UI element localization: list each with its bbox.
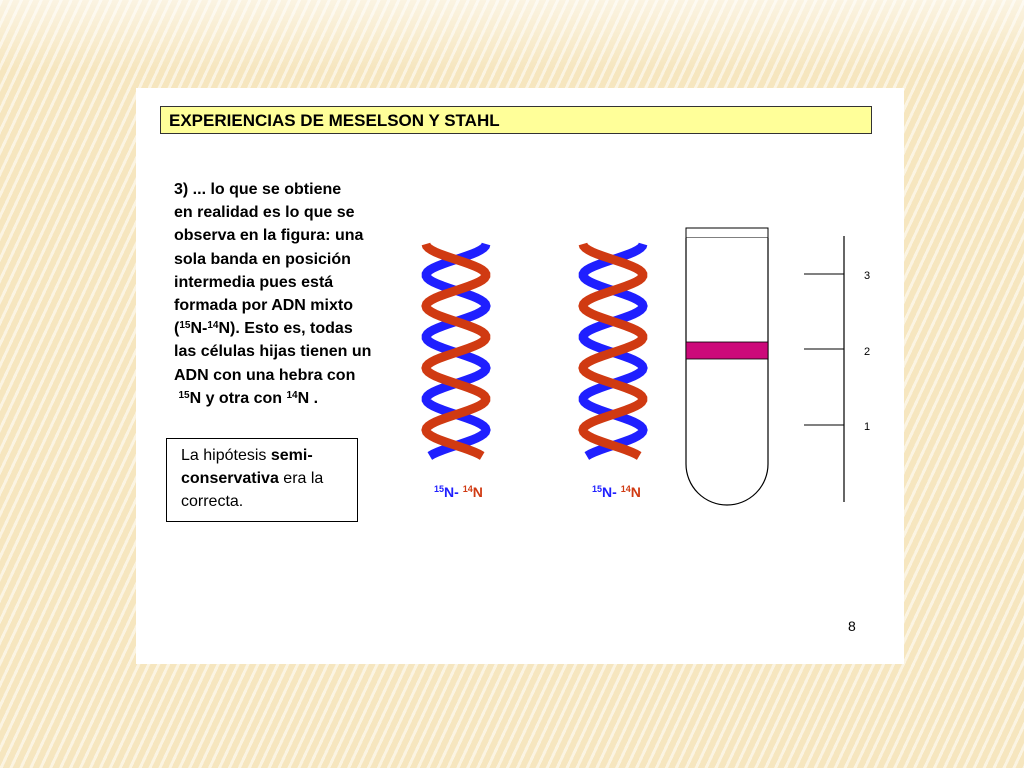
text-fragment: N). Esto es, todas xyxy=(218,320,353,338)
dna-helix-1 xyxy=(416,240,496,460)
slide xyxy=(136,88,904,664)
isotope-15n-label xyxy=(434,484,463,500)
isotope-symbol: N- xyxy=(444,484,463,500)
isotope-mass: 15 xyxy=(434,484,445,494)
isotope-mass: 15 xyxy=(592,484,603,494)
isotope-mass: 14 xyxy=(207,320,219,332)
conclusion-highlight: semi-conservativa xyxy=(181,447,313,487)
text-line: formada por ADN mixto xyxy=(174,297,353,315)
text-fragment: ( xyxy=(174,320,180,338)
helix-1-label xyxy=(434,484,483,500)
tube-cap xyxy=(686,228,768,238)
density-scale xyxy=(804,234,884,504)
isotope-14n-label xyxy=(621,484,641,500)
conclusion-box xyxy=(166,438,358,522)
isotope-mass: 14 xyxy=(620,484,631,494)
isotope-symbol: N xyxy=(472,484,483,500)
scale-label-1: 1 xyxy=(864,421,871,433)
text-line: intermedia pues está xyxy=(174,273,334,291)
isotope-symbol: N- xyxy=(602,484,621,500)
conclusion-text: La hipótesis xyxy=(181,447,271,464)
background-top-band xyxy=(0,0,1024,70)
page-number: 8 xyxy=(848,618,856,634)
text-line: las células hijas tienen un xyxy=(174,343,372,361)
main-explanation-text xyxy=(174,178,400,410)
scale-label-3: 3 xyxy=(864,270,871,282)
isotope-mass: 15 xyxy=(178,389,190,401)
isotope-15n-label xyxy=(592,484,621,500)
text-fragment: N y otra con xyxy=(189,389,287,407)
text-fragment: N . xyxy=(297,389,319,407)
text-line: observa en la figura: una xyxy=(174,227,364,245)
tube-body xyxy=(686,238,768,505)
isotope-mass: 14 xyxy=(462,484,473,494)
text-line: en realidad es lo que se xyxy=(174,204,355,222)
text-fragment: N- xyxy=(190,320,208,338)
helix-2-label xyxy=(592,484,641,500)
centrifuge-tube xyxy=(684,226,774,506)
slide-title: EXPERIENCIAS DE MESELSON Y STAHL xyxy=(160,106,872,134)
isotope-mass: 15 xyxy=(179,320,191,332)
text-line: sola banda en posición xyxy=(174,250,351,268)
text-line: 3) ... lo que se obtiene xyxy=(174,181,342,198)
isotope-14n-label xyxy=(463,484,483,500)
isotope-symbol: N xyxy=(630,484,641,500)
conclusion-text: era la correcta. xyxy=(181,470,324,510)
dna-helix-2 xyxy=(573,240,653,460)
scale-label-2: 2 xyxy=(864,346,871,358)
dna-band xyxy=(686,342,768,359)
text-line: ADN con una hebra con xyxy=(174,366,356,384)
isotope-mass: 14 xyxy=(286,389,298,401)
